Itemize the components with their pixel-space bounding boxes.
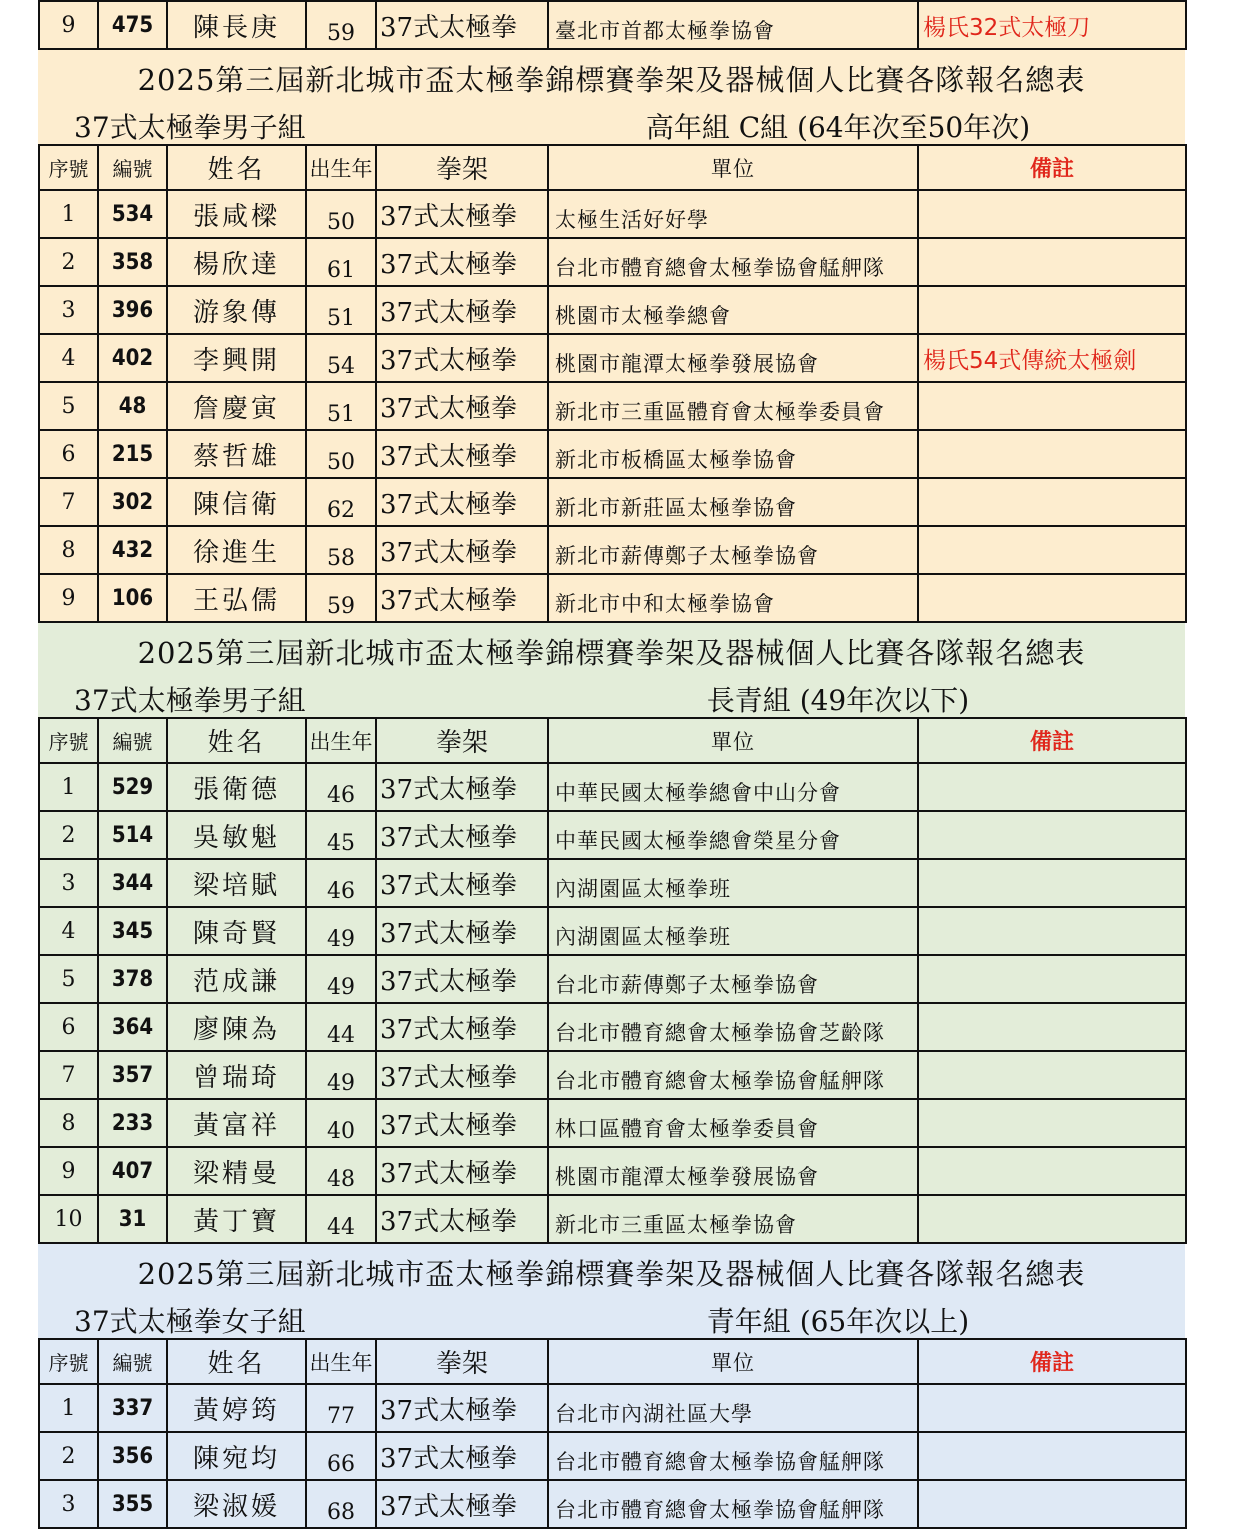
cell-name: 范成謙 — [167, 955, 306, 1003]
carryover-table — [38, 0, 1187, 50]
cell-name: 蔡哲雄 — [167, 430, 306, 478]
cell-name: 曾瑞琦 — [167, 1051, 306, 1099]
cell-seq: 4 — [39, 334, 98, 382]
cell-seq: 2 — [39, 811, 98, 859]
cell-unit: 台北市內湖社區大學 — [548, 1384, 918, 1432]
cell-unit: 台北市體育總會太極拳協會艋舺隊 — [548, 1432, 918, 1480]
cell-note — [918, 286, 1186, 334]
cell-birth-year: 50 — [306, 190, 376, 238]
cell-note — [918, 1099, 1186, 1147]
header-birth-year: 出生年 — [306, 145, 376, 190]
cell-form: 37式太極拳 — [376, 238, 548, 286]
cell-name: 徐進生 — [167, 526, 306, 574]
cell-birth-year: 44 — [306, 1195, 376, 1243]
cell-unit: 新北市板橋區太極拳協會 — [548, 430, 918, 478]
section-group-label: 37式太極拳男子組 — [74, 684, 306, 717]
cell-number: 378 — [98, 955, 167, 1003]
cell-name: 李興開 — [167, 334, 306, 382]
cell-unit: 新北市三重區體育會太極拳委員會 — [548, 382, 918, 430]
cell-number: 233 — [98, 1099, 167, 1147]
table-row — [39, 1480, 1186, 1528]
cell-name: 黃丁寶 — [167, 1195, 306, 1243]
cell-number: 48 — [98, 382, 167, 430]
header-form: 拳架 — [376, 718, 548, 763]
cell-note — [918, 1432, 1186, 1480]
section-table — [38, 717, 1187, 1244]
section-title-band — [38, 1244, 1185, 1338]
cell-seq: 5 — [39, 382, 98, 430]
table-row — [39, 238, 1186, 286]
cell-form: 37式太極拳 — [376, 811, 548, 859]
section-table — [38, 1338, 1187, 1529]
table-row — [39, 955, 1186, 1003]
table-row — [39, 763, 1186, 811]
cell-birth-year: 46 — [306, 859, 376, 907]
cell-name: 梁淑媛 — [167, 1480, 306, 1528]
cell-form: 37式太極拳 — [376, 574, 548, 622]
cell-form: 37式太極拳 — [376, 1432, 548, 1480]
cell-unit: 桃園市太極拳總會 — [548, 286, 918, 334]
cell-unit: 新北市新莊區太極拳協會 — [548, 478, 918, 526]
cell-number: 106 — [98, 574, 167, 622]
cell-number: 534 — [98, 190, 167, 238]
cell-seq: 1 — [39, 190, 98, 238]
table-row — [39, 1099, 1186, 1147]
cell-birth-year: 51 — [306, 382, 376, 430]
cell-birth-year: 77 — [306, 1384, 376, 1432]
cell-number: 356 — [98, 1432, 167, 1480]
cell-note — [918, 574, 1186, 622]
section-division-label: 高年組 C組 (64年次至50年次) — [645, 111, 1031, 144]
cell-number: 337 — [98, 1384, 167, 1432]
cell-number: 432 — [98, 526, 167, 574]
cell-seq: 8 — [39, 1099, 98, 1147]
cell-seq: 9 — [39, 1147, 98, 1195]
cell-note — [918, 1384, 1186, 1432]
cell-unit: 臺北市首都太極拳協會 — [548, 1, 918, 49]
cell-note — [918, 526, 1186, 574]
cell-form: 37式太極拳 — [376, 1195, 548, 1243]
section-division-label: 青年組 (65年次以上) — [706, 1305, 970, 1338]
table-row — [39, 1, 1186, 49]
cell-seq: 3 — [39, 1480, 98, 1528]
cell-birth-year: 61 — [306, 238, 376, 286]
cell-form: 37式太極拳 — [376, 1003, 548, 1051]
cell-number: 358 — [98, 238, 167, 286]
header-seq: 序號 — [39, 145, 98, 190]
cell-number: 345 — [98, 907, 167, 955]
cell-form: 37式太極拳 — [376, 382, 548, 430]
table-row — [39, 526, 1186, 574]
cell-name: 游象傳 — [167, 286, 306, 334]
cell-seq: 5 — [39, 955, 98, 1003]
section-block — [38, 1244, 1185, 1529]
cell-unit: 內湖園區太極拳班 — [548, 907, 918, 955]
cell-unit: 新北市中和太極拳協會 — [548, 574, 918, 622]
cell-name: 黃婷筠 — [167, 1384, 306, 1432]
cell-note — [918, 907, 1186, 955]
cell-unit: 新北市薪傳鄭子太極拳協會 — [548, 526, 918, 574]
cell-birth-year: 45 — [306, 811, 376, 859]
cell-note — [918, 1147, 1186, 1195]
cell-seq: 8 — [39, 526, 98, 574]
table-row — [39, 1432, 1186, 1480]
section-group-label: 37式太極拳女子組 — [74, 1305, 306, 1338]
cell-birth-year: 54 — [306, 334, 376, 382]
header-form: 拳架 — [376, 1339, 548, 1384]
header-number: 編號 — [98, 718, 167, 763]
cell-name: 陳宛均 — [167, 1432, 306, 1480]
cell-form: 37式太極拳 — [376, 190, 548, 238]
header-birth-year: 出生年 — [306, 1339, 376, 1384]
section-title: 2025第三屆新北城市盃太極拳錦標賽拳架及器械個人比賽各隊報名總表 — [137, 636, 1086, 670]
section-title: 2025第三屆新北城市盃太極拳錦標賽拳架及器械個人比賽各隊報名總表 — [137, 1257, 1086, 1291]
cell-number: 302 — [98, 478, 167, 526]
table-row — [39, 190, 1186, 238]
cell-seq: 1 — [39, 1384, 98, 1432]
cell-seq: 3 — [39, 859, 98, 907]
table-row — [39, 907, 1186, 955]
cell-number: 475 — [98, 1, 167, 49]
table-row — [39, 1003, 1186, 1051]
carryover-block — [38, 0, 1185, 50]
cell-unit: 台北市體育總會太極拳協會艋舺隊 — [548, 238, 918, 286]
cell-name: 梁精曼 — [167, 1147, 306, 1195]
section-block — [38, 623, 1185, 1244]
cell-name: 黃富祥 — [167, 1099, 306, 1147]
table-row — [39, 1147, 1186, 1195]
table-row — [39, 1384, 1186, 1432]
table-row — [39, 1051, 1186, 1099]
cell-form: 37式太極拳 — [376, 1147, 548, 1195]
cell-birth-year: 49 — [306, 955, 376, 1003]
cell-birth-year: 59 — [306, 574, 376, 622]
cell-note — [918, 238, 1186, 286]
cell-form: 37式太極拳 — [376, 478, 548, 526]
header-seq: 序號 — [39, 718, 98, 763]
cell-name: 詹慶寅 — [167, 382, 306, 430]
table-row — [39, 1195, 1186, 1243]
cell-name: 張衛德 — [167, 763, 306, 811]
table-row — [39, 574, 1186, 622]
cell-unit: 中華民國太極拳總會榮星分會 — [548, 811, 918, 859]
cell-name: 吳敏魁 — [167, 811, 306, 859]
table-row — [39, 859, 1186, 907]
table-row — [39, 286, 1186, 334]
cell-note — [918, 478, 1186, 526]
cell-note — [918, 811, 1186, 859]
cell-note — [918, 1195, 1186, 1243]
cell-birth-year: 50 — [306, 430, 376, 478]
cell-unit: 桃園市龍潭太極拳發展協會 — [548, 334, 918, 382]
cell-number: 215 — [98, 430, 167, 478]
cell-name: 張咸樑 — [167, 190, 306, 238]
header-note: 備註 — [918, 1339, 1186, 1384]
section-division-label: 長青組 (49年次以下) — [706, 684, 970, 717]
cell-seq: 7 — [39, 1051, 98, 1099]
cell-name: 楊欣達 — [167, 238, 306, 286]
section-title-band — [38, 623, 1185, 717]
cell-form: 37式太極拳 — [376, 859, 548, 907]
cell-seq: 7 — [39, 478, 98, 526]
section-title: 2025第三屆新北城市盃太極拳錦標賽拳架及器械個人比賽各隊報名總表 — [137, 63, 1086, 97]
cell-seq: 9 — [39, 574, 98, 622]
cell-note — [918, 955, 1186, 1003]
cell-note — [918, 763, 1186, 811]
cell-name: 王弘儒 — [167, 574, 306, 622]
header-unit: 單位 — [548, 1339, 918, 1384]
table-row — [39, 811, 1186, 859]
header-note: 備註 — [918, 145, 1186, 190]
cell-birth-year: 68 — [306, 1480, 376, 1528]
cell-number: 355 — [98, 1480, 167, 1528]
cell-form: 37式太極拳 — [376, 286, 548, 334]
section-block — [38, 50, 1185, 623]
cell-name: 陳信衛 — [167, 478, 306, 526]
cell-seq: 6 — [39, 430, 98, 478]
section-title-band — [38, 50, 1185, 144]
cell-number: 529 — [98, 763, 167, 811]
cell-form: 37式太極拳 — [376, 1099, 548, 1147]
table-header-row — [39, 1339, 1186, 1384]
cell-note — [918, 859, 1186, 907]
header-unit: 單位 — [548, 145, 918, 190]
cell-unit: 桃園市龍潭太極拳發展協會 — [548, 1147, 918, 1195]
cell-seq: 2 — [39, 238, 98, 286]
cell-note — [918, 1051, 1186, 1099]
header-form: 拳架 — [376, 145, 548, 190]
cell-name: 廖陳為 — [167, 1003, 306, 1051]
cell-birth-year: 49 — [306, 1051, 376, 1099]
cell-birth-year: 66 — [306, 1432, 376, 1480]
header-name: 姓名 — [167, 1339, 306, 1384]
cell-seq: 2 — [39, 1432, 98, 1480]
cell-unit: 內湖園區太極拳班 — [548, 859, 918, 907]
cell-form: 37式太極拳 — [376, 763, 548, 811]
cell-unit: 林口區體育會太極拳委員會 — [548, 1099, 918, 1147]
cell-unit: 台北市薪傳鄭子太極拳協會 — [548, 955, 918, 1003]
cell-seq: 1 — [39, 763, 98, 811]
section-table — [38, 144, 1187, 623]
cell-birth-year: 48 — [306, 1147, 376, 1195]
cell-birth-year: 59 — [306, 1, 376, 49]
cell-number: 402 — [98, 334, 167, 382]
cell-form: 37式太極拳 — [376, 334, 548, 382]
table-row — [39, 334, 1186, 382]
cell-form: 37式太極拳 — [376, 955, 548, 1003]
table-header-row — [39, 145, 1186, 190]
cell-note: 楊氏54式傳統太極劍 — [918, 334, 1186, 382]
cell-number: 357 — [98, 1051, 167, 1099]
cell-form: 37式太極拳 — [376, 1480, 548, 1528]
cell-birth-year: 51 — [306, 286, 376, 334]
cell-name: 陳奇賢 — [167, 907, 306, 955]
cell-birth-year: 62 — [306, 478, 376, 526]
header-number: 編號 — [98, 1339, 167, 1384]
cell-seq: 4 — [39, 907, 98, 955]
cell-unit: 中華民國太極拳總會中山分會 — [548, 763, 918, 811]
cell-note — [918, 382, 1186, 430]
cell-form: 37式太極拳 — [376, 1384, 548, 1432]
cell-name: 梁培賦 — [167, 859, 306, 907]
cell-seq: 10 — [39, 1195, 98, 1243]
cell-unit: 太極生活好好學 — [548, 190, 918, 238]
cell-seq: 9 — [39, 1, 98, 49]
cell-note — [918, 1003, 1186, 1051]
cell-number: 31 — [98, 1195, 167, 1243]
cell-note — [918, 190, 1186, 238]
cell-number: 514 — [98, 811, 167, 859]
header-birth-year: 出生年 — [306, 718, 376, 763]
header-name: 姓名 — [167, 145, 306, 190]
cell-form: 37式太極拳 — [376, 1051, 548, 1099]
header-note: 備註 — [918, 718, 1186, 763]
cell-number: 396 — [98, 286, 167, 334]
section-group-label: 37式太極拳男子組 — [74, 111, 306, 144]
header-seq: 序號 — [39, 1339, 98, 1384]
cell-number: 344 — [98, 859, 167, 907]
cell-form: 37式太極拳 — [376, 526, 548, 574]
cell-note — [918, 430, 1186, 478]
cell-birth-year: 46 — [306, 763, 376, 811]
cell-unit: 台北市體育總會太極拳協會艋舺隊 — [548, 1051, 918, 1099]
sections-container — [38, 50, 1185, 1529]
cell-form: 37式太極拳 — [376, 907, 548, 955]
cell-unit: 台北市體育總會太極拳協會艋舺隊 — [548, 1480, 918, 1528]
cell-number: 364 — [98, 1003, 167, 1051]
cell-birth-year: 58 — [306, 526, 376, 574]
header-name: 姓名 — [167, 718, 306, 763]
cell-number: 407 — [98, 1147, 167, 1195]
cell-seq: 6 — [39, 1003, 98, 1051]
cell-birth-year: 44 — [306, 1003, 376, 1051]
cell-unit: 台北市體育總會太極拳協會芝齡隊 — [548, 1003, 918, 1051]
cell-note — [918, 1480, 1186, 1528]
cell-note: 楊氏32式太極刀 — [918, 1, 1186, 49]
table-row — [39, 430, 1186, 478]
cell-seq: 3 — [39, 286, 98, 334]
cell-unit: 新北市三重區太極拳協會 — [548, 1195, 918, 1243]
cell-birth-year: 49 — [306, 907, 376, 955]
cell-name: 陳長庚 — [167, 1, 306, 49]
cell-form: 37式太極拳 — [376, 1, 548, 49]
registration-sheet — [38, 0, 1185, 1529]
header-unit: 單位 — [548, 718, 918, 763]
cell-birth-year: 40 — [306, 1099, 376, 1147]
header-number: 編號 — [98, 145, 167, 190]
table-row — [39, 382, 1186, 430]
table-header-row — [39, 718, 1186, 763]
cell-form: 37式太極拳 — [376, 430, 548, 478]
table-row — [39, 478, 1186, 526]
